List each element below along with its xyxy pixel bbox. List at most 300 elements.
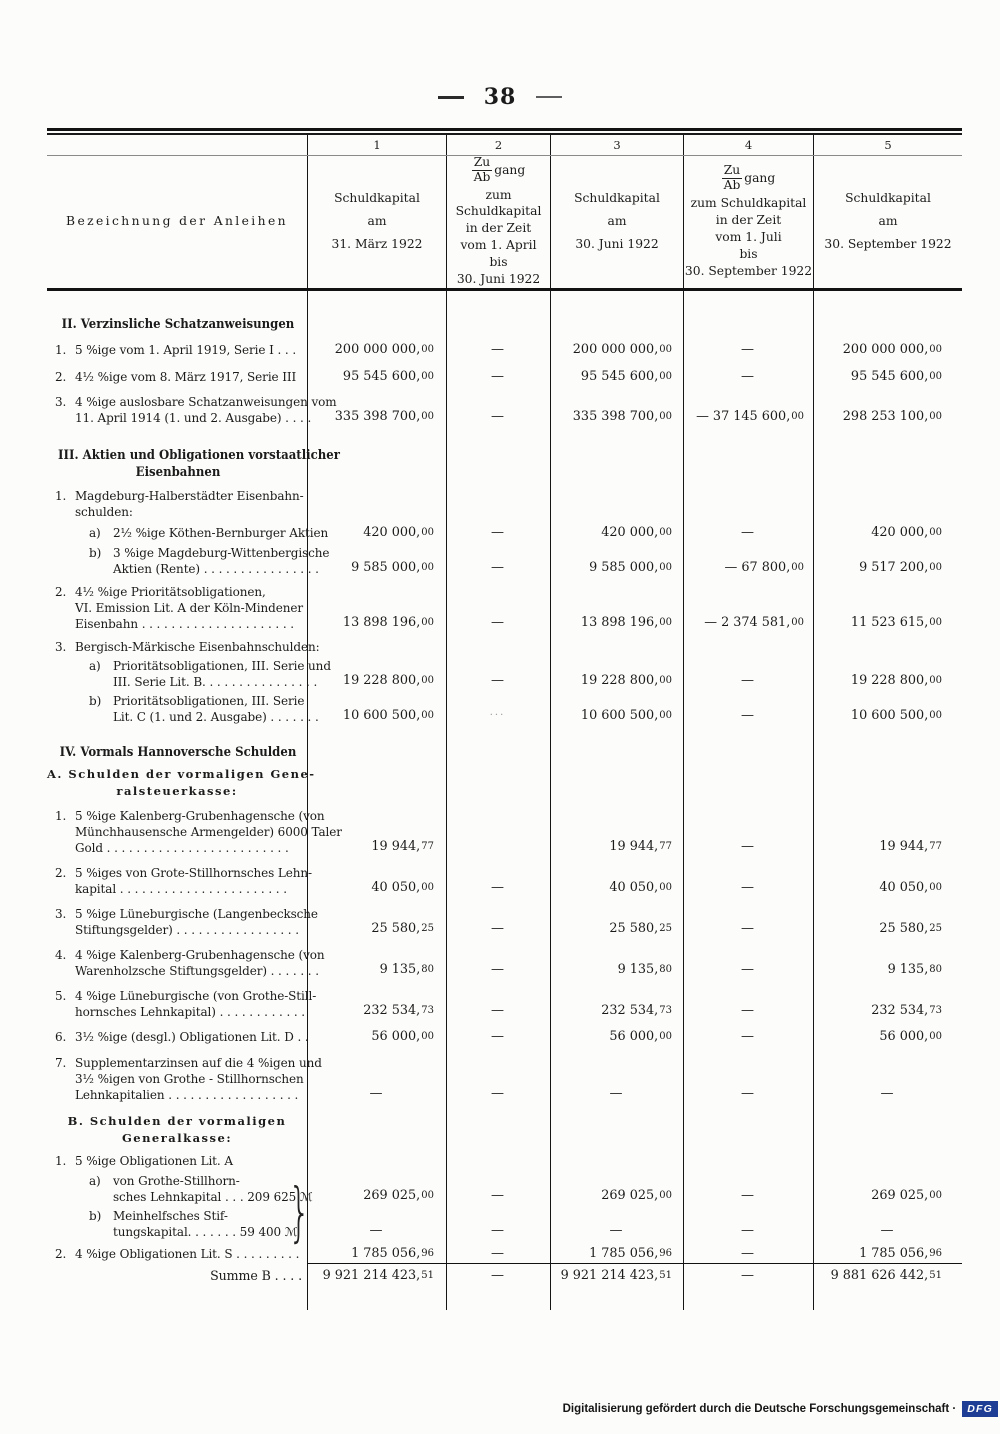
column-number-row xyxy=(47,135,962,155)
row-number: 2. xyxy=(55,1247,67,1261)
description-line: Eisenbahnen xyxy=(135,464,221,479)
column-number-1: 1 xyxy=(307,135,446,155)
description-line: Meinhelfsches Stif- xyxy=(113,1209,228,1223)
page-number-dash-right xyxy=(536,96,562,99)
column-number-5: 5 xyxy=(813,135,962,155)
value-cell-col3 xyxy=(550,632,683,655)
table-row xyxy=(47,359,962,386)
value-cell-col4: — xyxy=(683,938,813,979)
value-cell-col1 xyxy=(307,291,446,332)
table-row xyxy=(47,542,962,577)
row-description xyxy=(47,1103,307,1147)
row-description xyxy=(47,480,307,520)
row-description xyxy=(47,520,329,542)
row-description xyxy=(47,1205,307,1240)
row-description xyxy=(47,1240,307,1263)
description-line: Magdeburg-Halberstädter Eisenbahn- xyxy=(75,489,304,503)
value-cell-col5: 9 517 200, 00 xyxy=(813,542,962,577)
value-cell-col2: — xyxy=(446,1020,550,1046)
value-cell-col5 xyxy=(813,725,962,760)
row-description xyxy=(47,655,331,690)
value-cell-col2: — xyxy=(446,332,550,359)
header-line: Schuldkapital xyxy=(574,191,660,206)
description-line: Supplementarzinsen auf die 4 %igen und xyxy=(75,1056,322,1070)
description-line: kapital . . . . . . . . . . . . . . . . . . . . . . . xyxy=(75,882,287,896)
value-cell-col4 xyxy=(683,426,813,480)
value-cell-col3: — xyxy=(550,1205,683,1240)
value-cell-col3 xyxy=(550,480,683,520)
header-line: am xyxy=(367,214,387,229)
header-col-1 xyxy=(307,156,446,288)
row-number: 1. xyxy=(55,489,67,503)
value-cell-col2 xyxy=(446,1103,550,1147)
value-cell-col1 xyxy=(307,1103,446,1147)
value-cell-col1: 1 785 056, 96 xyxy=(307,1240,446,1263)
tail-cell xyxy=(446,1285,550,1310)
description-line: 4 %ige Lüneburgische (von Grothe-Still- xyxy=(75,989,317,1003)
value-cell-col4: — xyxy=(683,655,813,690)
description-line: 5 %iges von Grote-Stillhornsches Lehn- xyxy=(75,866,312,880)
description-line: tungskapital. . . . . . . 59 400 ℳ xyxy=(113,1225,298,1239)
value-cell-col5: 298 253 100, 00 xyxy=(813,386,962,426)
value-cell-col5: 420 000, 00 xyxy=(813,520,962,542)
header-col-5 xyxy=(813,156,962,288)
value-cell-col5: 19 944, 77 xyxy=(813,800,962,856)
value-cell-col4 xyxy=(683,632,813,655)
description-line: Eisenbahn . . . . . . . . . . . . . . . . . . . . . xyxy=(75,617,294,631)
value-cell-col3: 10 600 500, 00 xyxy=(550,690,683,725)
credit-text: Digitalisierung gefördert durch die Deutsche Forschungsgemeinschaft · xyxy=(562,1403,957,1415)
value-cell-col4: — xyxy=(683,1169,813,1205)
header-line: in der Zeit xyxy=(715,213,782,227)
description-line: 5 %ige Kalenberg-Grubenhagensche (von xyxy=(75,809,325,823)
header-line: vom 1. April xyxy=(460,237,537,252)
value-cell-col3: 9 921 214 423, 51 xyxy=(550,1263,683,1285)
row-description xyxy=(47,800,342,856)
table-row xyxy=(47,725,962,760)
header-line: bis xyxy=(739,246,758,261)
value-cell-col1: 40 050, 00 xyxy=(307,856,446,897)
row-description xyxy=(47,856,312,897)
value-cell-col2 xyxy=(446,480,550,520)
row-number: 6. xyxy=(55,1030,67,1044)
tail-cell xyxy=(307,1285,446,1310)
value-cell-col4: — xyxy=(683,1263,813,1285)
row-number: b) xyxy=(89,694,102,708)
description-line: III. Aktien und Obligationen vorstaatlicher xyxy=(58,447,340,462)
value-cell-col1: 9 585 000, 00 xyxy=(307,542,446,577)
value-cell-col4 xyxy=(683,1147,813,1169)
header-col-3 xyxy=(550,156,683,288)
value-cell-col2: — xyxy=(446,359,550,386)
value-cell-col2: — xyxy=(446,938,550,979)
value-cell-col1: — xyxy=(307,1046,446,1103)
header-line: 30. September 1922 xyxy=(824,237,952,252)
table-row xyxy=(47,520,962,542)
table-row xyxy=(47,800,962,856)
value-cell-col2: ··· xyxy=(446,690,550,725)
header-line: Schuldkapital xyxy=(334,191,420,206)
table-row xyxy=(47,1020,962,1046)
value-cell-col2 xyxy=(446,291,550,332)
row-description xyxy=(47,1263,307,1285)
table-top-rule xyxy=(47,128,962,135)
value-cell-col1: 9 135, 80 xyxy=(307,938,446,979)
value-cell-col5: 200 000 000, 00 xyxy=(813,332,962,359)
value-cell-col4: — xyxy=(683,800,813,856)
value-cell-col4: — xyxy=(683,1046,813,1103)
value-cell-col1: 232 534, 73 xyxy=(307,979,446,1020)
value-cell-col2: — xyxy=(446,1240,550,1263)
row-description xyxy=(47,1046,322,1103)
corner-blank-cell xyxy=(47,135,307,155)
value-cell-col3: 420 000, 00 xyxy=(550,520,683,542)
page-number-text: 38 xyxy=(483,84,517,110)
value-cell-col4: — 2 374 581, 00 xyxy=(683,577,813,632)
page-number xyxy=(0,84,1000,110)
value-cell-col2: — xyxy=(446,386,550,426)
value-cell-col1: 56 000, 00 xyxy=(307,1020,446,1046)
value-cell-col5 xyxy=(813,426,962,480)
row-description xyxy=(47,359,307,386)
row-number: 2. xyxy=(55,866,67,880)
column-number-2: 2 xyxy=(446,135,550,155)
value-cell-col4: — xyxy=(683,979,813,1020)
value-cell-col3: 232 534, 73 xyxy=(550,979,683,1020)
value-cell-col2: — xyxy=(446,655,550,690)
header-line: am xyxy=(607,214,627,229)
value-cell-col1: 10 600 500, 00 xyxy=(307,690,446,725)
value-cell-col3 xyxy=(550,1103,683,1147)
page-number-dash-left xyxy=(438,96,464,99)
description-line: 4 %ige auslosbare Schatzanweisungen vom xyxy=(75,395,337,409)
description-line: hornsches Lehnkapital) . . . . . . . . . . . . xyxy=(75,1005,306,1019)
description-line: Prioritätsobligationen, III. Serie und xyxy=(113,659,331,673)
value-cell-col5: 56 000, 00 xyxy=(813,1020,962,1046)
header-line: in der Zeit xyxy=(465,221,532,235)
tail-cell xyxy=(813,1285,962,1310)
value-cell-col2: — xyxy=(446,856,550,897)
row-number: 7. xyxy=(55,1056,67,1070)
row-number: 2. xyxy=(55,585,67,599)
row-number: 1. xyxy=(55,1154,67,1168)
value-cell-col4: — xyxy=(683,1240,813,1263)
value-cell-col2: — xyxy=(446,1169,550,1205)
column-number-3: 3 xyxy=(550,135,683,155)
row-description xyxy=(47,1020,307,1046)
description-line: IV. Vormals Hannoversche Schulden xyxy=(59,744,297,759)
description-line: A. Schulden der vormaligen Gene- xyxy=(47,767,316,781)
description-line: schulden: xyxy=(75,505,133,519)
zugang-abgang-fraction: Zu Ab gang xyxy=(723,162,776,192)
value-cell-col5: 9 881 626 442, 51 xyxy=(813,1263,962,1285)
table-row xyxy=(47,655,962,690)
description-line: 4 %ige Kalenberg-Grubenhagensche (von xyxy=(75,948,325,962)
description-line: Münchhausensche Armengelder) 6000 Taler xyxy=(75,825,342,839)
value-cell-col4: — xyxy=(683,856,813,897)
value-cell-col2 xyxy=(446,1147,550,1169)
table-row xyxy=(47,291,962,332)
table-row xyxy=(47,690,962,725)
row-description xyxy=(47,577,307,632)
value-cell-col5: 19 228 800, 00 xyxy=(813,655,962,690)
value-cell-col4 xyxy=(683,725,813,760)
value-cell-col3 xyxy=(550,1147,683,1169)
value-cell-col4: — xyxy=(683,359,813,386)
value-cell-col1: 200 000 000, 00 xyxy=(307,332,446,359)
row-description xyxy=(47,897,318,938)
value-cell-col4: — xyxy=(683,332,813,359)
value-cell-col3: 95 545 600, 00 xyxy=(550,359,683,386)
description-line: 3 %ige Magdeburg-Wittenbergische xyxy=(113,546,330,560)
value-cell-col2: — xyxy=(446,542,550,577)
header-col-2 xyxy=(446,156,550,288)
value-cell-col4 xyxy=(683,760,813,800)
table-row xyxy=(47,938,962,979)
row-number: 3. xyxy=(55,640,67,654)
description-line: 4¹⁄₂ %ige Prioritätsobligationen, xyxy=(75,585,266,599)
description-line: II. Verzinsliche Schatzanweisungen xyxy=(61,316,295,331)
header-line: 30. September 1922 xyxy=(684,263,813,278)
value-cell-col2: — xyxy=(446,520,550,542)
value-cell-col4: — 37 145 600, 00 xyxy=(683,386,813,426)
value-cell-col1: 25 580, 25 xyxy=(307,897,446,938)
value-cell-col3: 19 228 800, 00 xyxy=(550,655,683,690)
value-cell-col2: — xyxy=(446,577,550,632)
value-cell-col1: 19 228 800, 00 xyxy=(307,655,446,690)
row-description xyxy=(47,1147,307,1169)
table-row xyxy=(47,332,962,359)
value-cell-col4: — xyxy=(683,690,813,725)
row-description xyxy=(47,386,337,426)
table-row xyxy=(47,1046,962,1103)
row-number: 1. xyxy=(55,809,67,823)
value-cell-col3: 25 580, 25 xyxy=(550,897,683,938)
row-description xyxy=(47,426,340,480)
value-cell-col1 xyxy=(307,632,446,655)
table-row xyxy=(47,1240,962,1263)
description-line: Summe B . . . . xyxy=(210,1268,302,1283)
table-row xyxy=(47,1103,962,1147)
value-cell-col2 xyxy=(446,426,550,480)
tail-cell xyxy=(683,1285,813,1310)
header-line: Schuldkapital xyxy=(845,191,931,206)
value-cell-col3 xyxy=(550,725,683,760)
value-cell-col3 xyxy=(550,426,683,480)
row-description xyxy=(47,690,319,725)
table-row xyxy=(47,1147,962,1169)
value-cell-col3: 9 135, 80 xyxy=(550,938,683,979)
debt-capital-table xyxy=(47,128,962,1310)
row-number: 3. xyxy=(55,395,67,409)
description-line: sches Lehnkapital . . . 209 625 ℳ xyxy=(113,1190,313,1204)
description-line: 11. April 1914 (1. und 2. Ausgabe) . . . . xyxy=(75,411,312,425)
value-cell-col1: — xyxy=(307,1205,446,1240)
value-cell-col3 xyxy=(550,291,683,332)
description-line: Aktien (Rente) . . . . . . . . . . . . . . . . xyxy=(113,562,319,576)
grouping-brace: } xyxy=(288,1176,311,1250)
value-cell-col3: 13 898 196, 00 xyxy=(550,577,683,632)
value-cell-col5: 232 534, 73 xyxy=(813,979,962,1020)
value-cell-col2: — xyxy=(446,979,550,1020)
row-number: a) xyxy=(89,659,101,673)
description-line: Stiftungsgelder) . . . . . . . . . . . . . . . . . xyxy=(75,923,299,937)
dfg-logo: DFG xyxy=(962,1401,998,1417)
value-cell-col5: 9 135, 80 xyxy=(813,938,962,979)
table-row xyxy=(47,856,962,897)
description-line: Prioritätsobligationen, III. Serie xyxy=(113,694,305,708)
header-line: am xyxy=(878,214,898,229)
value-cell-col5: 25 580, 25 xyxy=(813,897,962,938)
description-line: 3¹⁄₂ %igen von Grothe - Stillhornschen xyxy=(75,1072,304,1086)
row-number: a) xyxy=(89,1174,101,1188)
description-line: 4¹⁄₂ %ige vom 8. März 1917, Serie III xyxy=(75,370,297,384)
tail-cell xyxy=(550,1285,683,1310)
table-row xyxy=(47,897,962,938)
description-line: Generalkasse: xyxy=(121,1131,233,1145)
value-cell-col1 xyxy=(307,725,446,760)
table-row xyxy=(47,480,962,520)
description-line: 4 %ige Obligationen Lit. S . . . . . . . . . xyxy=(75,1247,300,1261)
value-cell-col1: 19 944, 77 xyxy=(307,800,446,856)
value-cell-col5: — xyxy=(813,1046,962,1103)
column-number-4: 4 xyxy=(683,135,813,155)
value-cell-col4 xyxy=(683,480,813,520)
value-cell-col5: 95 545 600, 00 xyxy=(813,359,962,386)
value-cell-col5: 10 600 500, 00 xyxy=(813,690,962,725)
row-number: b) xyxy=(89,1209,102,1223)
value-cell-col1: 269 025, 00 xyxy=(307,1169,446,1205)
row-number: 4. xyxy=(55,948,67,962)
value-cell-col5: — xyxy=(813,1205,962,1240)
row-number: 5. xyxy=(55,989,67,1003)
value-cell-col5: 11 523 615, 00 xyxy=(813,577,962,632)
row-description xyxy=(47,938,325,979)
value-cell-col5: 1 785 056, 96 xyxy=(813,1240,962,1263)
header-col-4 xyxy=(683,156,813,288)
value-cell-col2 xyxy=(446,760,550,800)
value-cell-col4: — xyxy=(683,520,813,542)
value-cell-col3: 9 585 000, 00 xyxy=(550,542,683,577)
value-cell-col2: — xyxy=(446,1263,550,1285)
description-line: B. Schulden der vormaligen xyxy=(67,1114,287,1128)
value-cell-col2 xyxy=(446,800,550,856)
corner-header: Bezeichnung der Anleihen xyxy=(66,214,288,229)
zugang-abgang-fraction: Zu Ab gang xyxy=(473,155,526,184)
description-line: Bergisch-Märkische Eisenbahnschulden: xyxy=(75,640,320,654)
value-cell-col1: 9 921 214 423, 51 xyxy=(307,1263,446,1285)
description-line: 2¹⁄₂ %ige Köthen-Bernburger Aktien xyxy=(113,526,329,540)
row-number: 2. xyxy=(55,370,67,384)
value-cell-col3 xyxy=(550,760,683,800)
row-description xyxy=(47,725,307,760)
value-cell-col3: 19 944, 77 xyxy=(550,800,683,856)
description-line: III. Serie Lit. B. . . . . . . . . . . . . . . . xyxy=(113,675,318,689)
row-number: 1. xyxy=(55,343,67,357)
description-line: VI. Emission Lit. A der Köln-Mindener xyxy=(75,601,303,615)
table-row xyxy=(47,632,962,655)
value-cell-col5 xyxy=(813,480,962,520)
value-cell-col3: 200 000 000, 00 xyxy=(550,332,683,359)
table-row xyxy=(47,979,962,1020)
description-line: Warenholzsche Stiftungsgelder) . . . . . . . xyxy=(75,964,319,978)
value-cell-col5: 269 025, 00 xyxy=(813,1169,962,1205)
value-cell-col1 xyxy=(307,480,446,520)
header-line: zum Schuldkapital xyxy=(455,188,542,219)
table-row xyxy=(47,1263,962,1285)
table-row xyxy=(47,1205,962,1240)
value-cell-col4: — xyxy=(683,1205,813,1240)
row-description xyxy=(47,332,307,359)
header-line: 30. Juni 1922 xyxy=(456,271,541,286)
value-cell-col5 xyxy=(813,760,962,800)
header-line: zum Schuldkapital xyxy=(690,196,807,211)
description-line: Gold . . . . . . . . . . . . . . . . . . . . . . . . . xyxy=(75,841,289,855)
value-cell-col2: — xyxy=(446,1046,550,1103)
row-description xyxy=(47,632,320,655)
value-cell-col5: 40 050, 00 xyxy=(813,856,962,897)
value-cell-col3: 335 398 700, 00 xyxy=(550,386,683,426)
value-cell-col1 xyxy=(307,1147,446,1169)
description-line: von Grothe-Stillhorn- xyxy=(113,1174,240,1188)
value-cell-col1: 420 000, 00 xyxy=(307,520,446,542)
value-cell-col1: 335 398 700, 00 xyxy=(307,386,446,426)
value-cell-col4: — 67 800, 00 xyxy=(683,542,813,577)
value-cell-col2: — xyxy=(446,1205,550,1240)
table-row xyxy=(47,577,962,632)
row-number: b) xyxy=(89,546,102,560)
value-cell-col1 xyxy=(307,760,446,800)
row-number: 3. xyxy=(55,907,67,921)
row-description xyxy=(47,979,317,1020)
value-cell-col3: 40 050, 00 xyxy=(550,856,683,897)
value-cell-col1: 95 545 600, 00 xyxy=(307,359,446,386)
header-line: vom 1. Juli xyxy=(715,229,782,244)
table-tail-row xyxy=(47,1285,962,1310)
header-line: bis xyxy=(489,254,508,269)
table-header-row xyxy=(47,156,962,288)
value-cell-col2 xyxy=(446,632,550,655)
value-cell-col5 xyxy=(813,632,962,655)
description-line: Lit. C (1. und 2. Ausgabe) . . . . . . . xyxy=(113,710,319,724)
description-line: 3¹⁄₂ %ige (desgl.) Obligationen Lit. D . . xyxy=(75,1030,309,1044)
value-cell-col3: 1 785 056, 96 xyxy=(550,1240,683,1263)
header-line: 31. März 1922 xyxy=(331,237,423,252)
value-cell-col5 xyxy=(813,1103,962,1147)
table-row xyxy=(47,386,962,426)
description-line: Lehnkapitalien . . . . . . . . . . . . . . . . . . xyxy=(75,1088,299,1102)
description-line: 5 %ige Lüneburgische (Langenbecksche xyxy=(75,907,318,921)
row-description xyxy=(47,291,307,332)
table-body xyxy=(47,291,962,1310)
row-description xyxy=(47,542,330,577)
value-cell-col2 xyxy=(446,725,550,760)
description-line: 5 %ige Obligationen Lit. A xyxy=(75,1154,233,1168)
value-cell-col4 xyxy=(683,1103,813,1147)
row-description xyxy=(47,760,316,800)
value-cell-col3: 269 025, 00 xyxy=(550,1169,683,1205)
value-cell-col1: 13 898 196, 00 xyxy=(307,577,446,632)
value-cell-col4: — xyxy=(683,1020,813,1046)
value-cell-col2: — xyxy=(446,897,550,938)
value-cell-col3: 56 000, 00 xyxy=(550,1020,683,1046)
value-cell-col5 xyxy=(813,291,962,332)
table-row xyxy=(47,760,962,800)
value-cell-col5 xyxy=(813,1147,962,1169)
value-cell-col4: — xyxy=(683,897,813,938)
description-line: 5 %ige vom 1. April 1919, Serie I . . . xyxy=(75,343,297,357)
table-row xyxy=(47,426,962,480)
